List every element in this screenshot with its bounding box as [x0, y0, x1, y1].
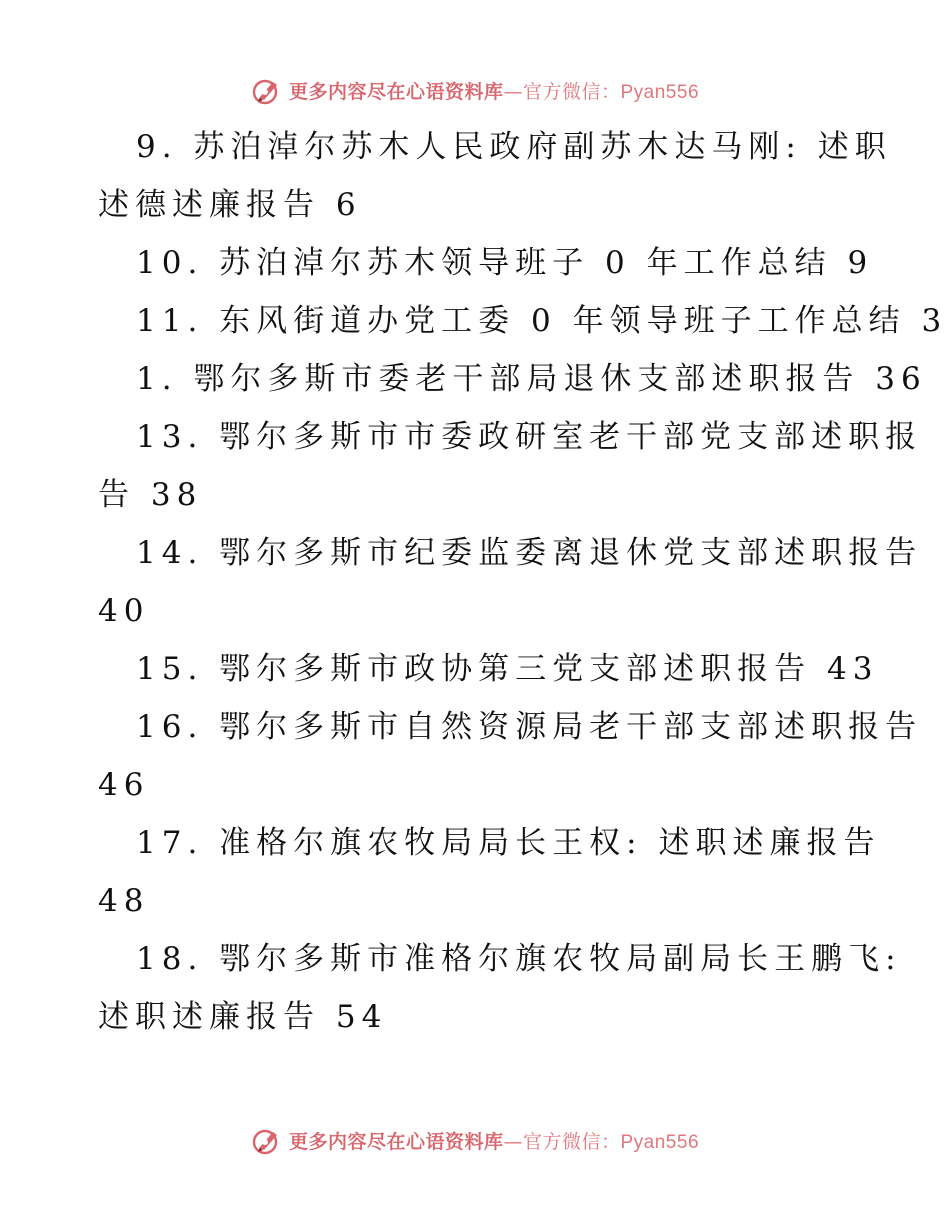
banner-dash: — — [503, 80, 523, 103]
toc-line: 告 38 — [98, 477, 203, 513]
banner-wechat-id: Pyan556 — [620, 81, 700, 103]
toc-line: 13. 鄂尔多斯市市委政研室老干部党支部述职报 — [136, 419, 923, 455]
banner-text — [289, 77, 699, 104]
toc-line: 48 — [98, 883, 150, 919]
toc-line: 18. 鄂尔多斯市准格尔旗农牧局副局长王鹏飞: — [136, 941, 902, 977]
banner-main-text: 更多内容尽在心语资料库 — [288, 1130, 504, 1153]
toc-line: 14. 鄂尔多斯市纪委监委离退休党支部述职报告 — [136, 535, 923, 571]
toc-line: 述职述廉报告 54 — [98, 999, 388, 1035]
banner-official-label: 官方微信： — [522, 1130, 621, 1153]
toc-line: 述德述廉报告 6 — [98, 187, 362, 223]
toc-line: 10. 苏泊淖尔苏木领导班子 0 年工作总结 9 — [136, 245, 874, 281]
toc-line: 15. 鄂尔多斯市政协第三党支部述职报告 43 — [136, 651, 879, 687]
banner-text — [289, 1127, 699, 1154]
banner-main-text: 更多内容尽在心语资料库 — [288, 80, 504, 103]
toc-line: 17. 准格尔旗农牧局局长王权: 述职述廉报告 — [136, 825, 881, 861]
pen-logo-icon — [251, 74, 283, 106]
toc-line: 40 — [98, 593, 150, 629]
pen-logo-icon — [251, 1124, 283, 1156]
banner-official-label: 官方微信： — [522, 80, 621, 103]
toc-line: 46 — [98, 767, 150, 803]
banner-dash: — — [503, 1130, 523, 1153]
table-of-contents — [98, 118, 948, 1046]
toc-line: 1. 鄂尔多斯市委老干部局退休支部述职报告 36 — [136, 361, 927, 397]
toc-line: 9. 苏泊淖尔苏木人民政府副苏木达马刚: 述职 — [136, 129, 892, 165]
banner-wechat-id: Pyan556 — [620, 1131, 700, 1153]
toc-line: 16. 鄂尔多斯市自然资源局老干部支部述职报告 — [136, 709, 923, 745]
header-banner — [0, 70, 950, 110]
toc-line: 11. 东风街道办党工委 0 年领导班子工作总结 3 — [136, 303, 948, 339]
footer-banner — [0, 1120, 950, 1160]
